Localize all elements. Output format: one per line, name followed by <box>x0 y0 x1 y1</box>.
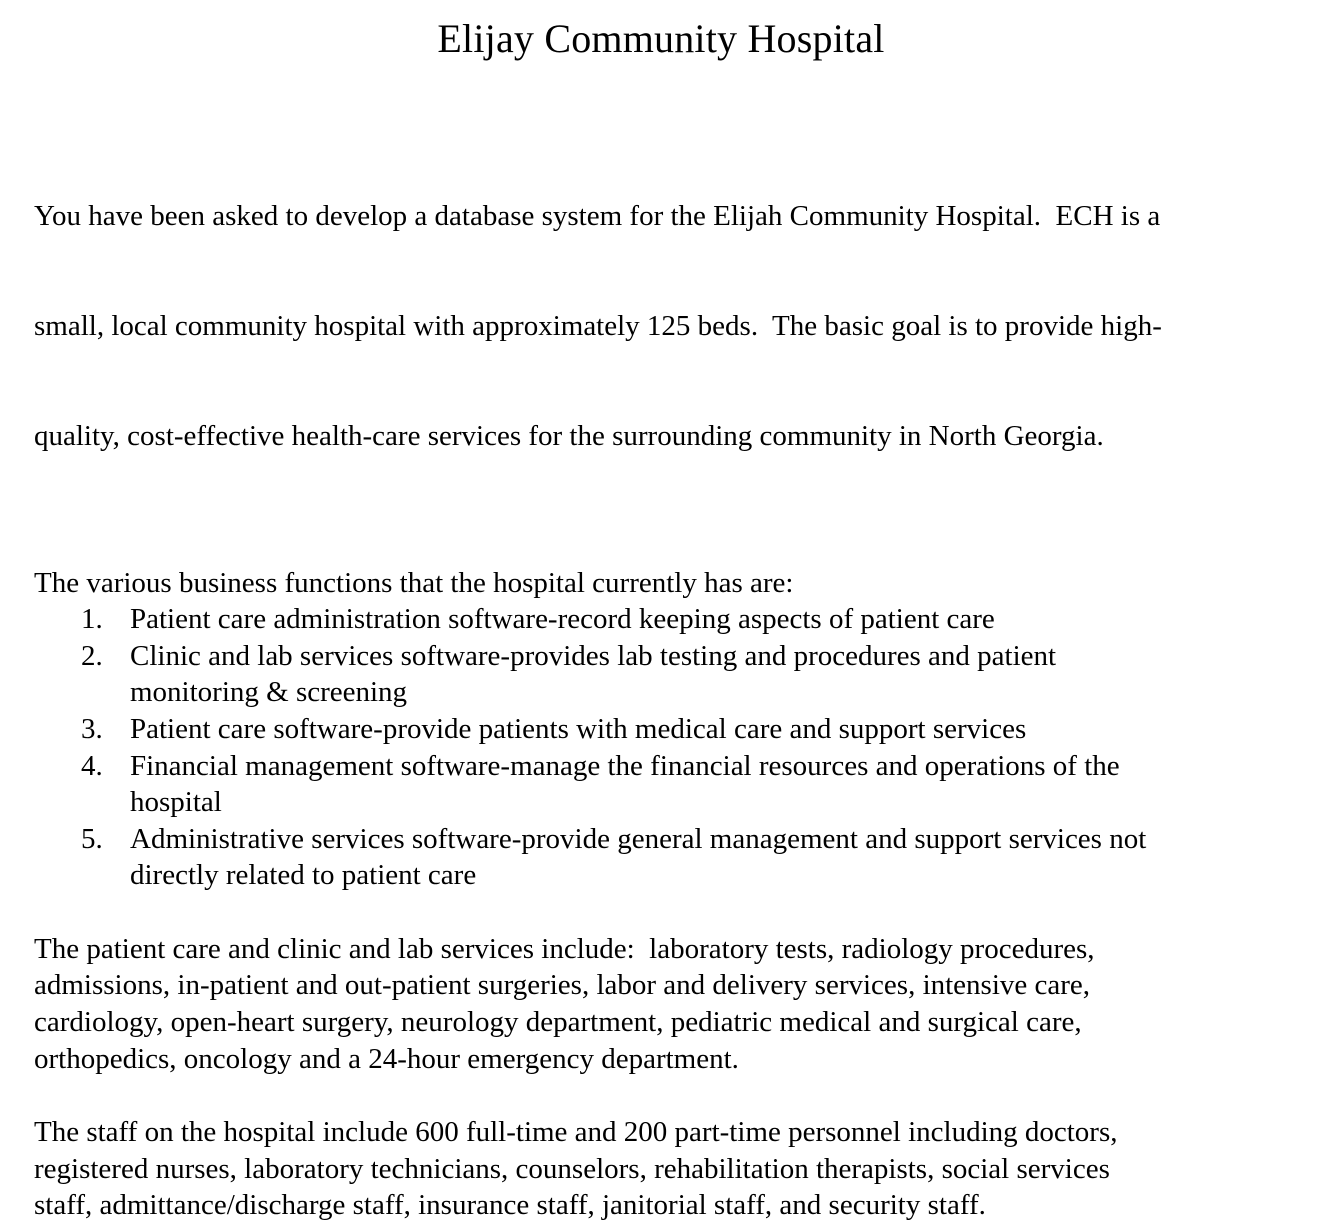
list-item-number: 2. <box>81 639 103 672</box>
intro-line: quality, cost-effective health-care services for the surrounding community in North Georgia. <box>34 419 1104 452</box>
services-paragraph <box>34 931 1288 1077</box>
services-line: cardiology, open-heart surgery, neurology department, pediatric medical and surgical care, <box>34 1006 1082 1039</box>
intro-line: You have been asked to develop a database system for the Elijah Community Hospital. ECH is a <box>34 200 1161 233</box>
services-line: orthopedics, oncology and a 24-hour emergency department. <box>34 1042 739 1075</box>
list-item-text <box>130 821 1146 894</box>
list-item-line: monitoring & screening <box>130 676 408 709</box>
list-item-line: Administrative services software-provide general management and support services not <box>130 822 1147 855</box>
services-line: admissions, in-patient and out-patient surgeries, labor and delivery services, intensive care, <box>34 969 1091 1002</box>
list-item-text <box>130 748 1120 821</box>
list-item-number: 5. <box>81 822 103 855</box>
list-item <box>34 711 1288 748</box>
list-item-line: Financial management software-manage the financial resources and operations of the <box>130 749 1120 782</box>
intro-paragraph <box>34 125 1288 528</box>
staff-line: staff, admittance/discharge staff, insurance staff, janitorial staff, and security staff. <box>34 1189 986 1222</box>
list-item-number: 4. <box>81 749 103 782</box>
list-item-text <box>130 711 1026 748</box>
services-line: The patient care and clinic and lab services include: laboratory tests, radiology procedures, <box>34 932 1095 965</box>
intro-line: small, local community hospital with approximately 125 beds. The basic goal is to provide high- <box>34 309 1162 342</box>
list-item-text <box>130 601 995 638</box>
list-item-text <box>130 638 1056 711</box>
list-item-number: 3. <box>81 712 103 745</box>
list-item <box>34 601 1288 638</box>
list-item-line: hospital <box>130 786 222 819</box>
document-title: Elijay Community Hospital <box>437 16 885 61</box>
staff-line: registered nurses, laboratory technicians, counselors, rehabilitation therapists, social services <box>34 1152 1110 1185</box>
list-item-number: 1. <box>81 603 103 636</box>
list-item <box>34 638 1288 711</box>
list-item <box>34 821 1288 894</box>
list-item-line: directly related to patient care <box>130 859 477 892</box>
list-item <box>34 748 1288 821</box>
staff-paragraph <box>34 1114 1288 1224</box>
staff-line: The staff on the hospital include 600 full-time and 200 part-time personnel including doctors, <box>34 1116 1118 1149</box>
list-item-line: Patient care administration software-record keeping aspects of patient care <box>130 603 995 636</box>
functions-heading: The various business functions that the hospital currently has are: <box>34 566 794 599</box>
list-item-line: Clinic and lab services software-provides lab testing and procedures and patient <box>130 639 1057 672</box>
list-item-line: Patient care software-provide patients with medical care and support services <box>130 712 1027 745</box>
functions-list <box>34 601 1288 894</box>
